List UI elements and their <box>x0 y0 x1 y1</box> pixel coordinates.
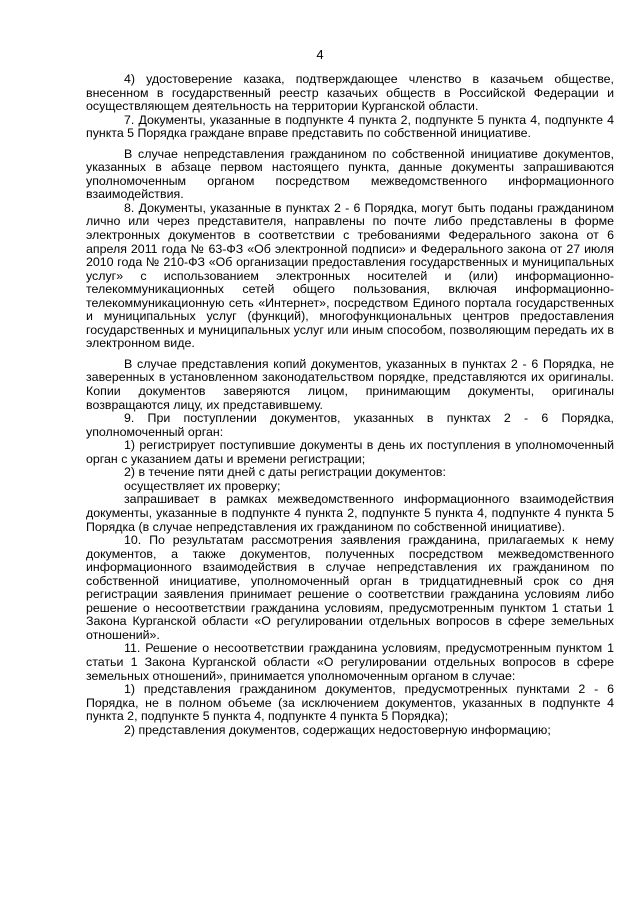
paragraph-9-request: запрашивает в рамках межведомственного информационного взаимодействия документы, указанные в подпункте 4 пункта 2, подпункте 5 пункта 4, подпункте 4 пункта 5 Порядка (в случае непредставления их гражданином по собственной инициативе). <box>86 492 614 534</box>
paragraph-11: 11. Решение о несоответствии гражданина условиям, предусмотренным пунктом 1 статьи 1 Закона Курганской области «О регулировании отдельных вопросов в сфере земельных отношений», принимается уполномоченным органом в случае: <box>86 641 614 683</box>
page-number: 4 <box>316 47 324 62</box>
paragraph-7: 7. Документы, указанные в подпункте 4 пункта 2, подпункте 5 пункта 4, подпункте 4 пункта 5 Порядка граждане вправе представить по собственной инициативе. <box>86 112 614 141</box>
paragraph-8-copies: В случае представления копий документов, указанных в пунктах 2 - 6 Порядка, не заверенных в установленном законодательством порядке, представляются их оригиналы. Копии документов заверяются лицом, принимающим документы, оригиналы возвращаются лицу, их представившему. <box>86 356 614 412</box>
paragraph-4-cossack-certificate: 4) удостоверение казака, подтверждающее членство в казачьем обществе, внесенном в государственный реестр казачьих обществ в Российской Федерации и осуществляющем деятельность на территории Курганской области. <box>86 72 614 114</box>
paragraph-8: 8. Документы, указанные в пунктах 2 - 6 Порядка, могут быть поданы гражданином лично или через представителя, направлены по почте либо представлены в форме электронных документов в соответствии с требованиями Федерального закона от 6 апреля 2011 года № 63-ФЗ «Об электронной подписи» и Федерального закона от 27 июля 2010 года № 210-ФЗ «Об организации предоставления государственных и муниципальных услуг» с использованием электронных носителей и (или) информационно-телекоммуникационных сетей общего пользования, включая информационно-телекоммуникационную сеть «Интернет», посредством Единого портала государственных и муниципальных услуг (функций), многофункциональных центров предоставления государственных и муниципальных услуг или иным способом, позволяющим передать их в электронном виде. <box>86 200 614 351</box>
paragraph-9-item-1: 1) регистрирует поступившие документы в день их поступления в уполномоченный орган с указанием даты и времени регистрации; <box>86 438 614 466</box>
paragraph-10: 10. По результатам рассмотрения заявления гражданина, прилагаемых к нему документов, а также документов, полученных посредством межведомственного информационного взаимодействия в случае непредставления их гражданином по собственной инициативе, уполномоченный орган в тридцатидневный срок со дня регистрации заявления принимает решение о соответствии гражданина условиям либо решение о несоответствии гражданина условиям, предусмотренным пунктом 1 статьи 1 Закона Курганской области «О регулировании отдельных вопросов в сфере земельных отношений». <box>86 533 614 642</box>
paragraph-11-item-2: 2) представления документов, содержащих недостоверную информацию; <box>124 722 551 737</box>
document-body <box>86 73 614 737</box>
paragraph-9-item-2: 2) в течение пяти дней с даты регистрации документов: <box>124 465 446 480</box>
paragraph-9: 9. При поступлении документов, указанных в пунктах 2 - 6 Порядка, уполномоченный орган: <box>86 411 614 439</box>
paragraph-9-check: осуществляет их проверку; <box>124 478 281 493</box>
paragraph-7-nonsubmission: В случае непредставления гражданином по собственной инициативе документов, указанных в абзаце первом настоящего пункта, данные документы запрашиваются уполномоченным органом посредством межведомственного информационного взаимодействия. <box>86 146 614 202</box>
paragraph-11-item-1: 1) представления гражданином документов, предусмотренных пунктами 2 - 6 Порядка, не в полном объеме (за исключением документов, указанных в подпункте 4 пункта 2, подпункте 5 пункта 4, подпункте 4 пункта 5 Порядка); <box>86 682 614 724</box>
